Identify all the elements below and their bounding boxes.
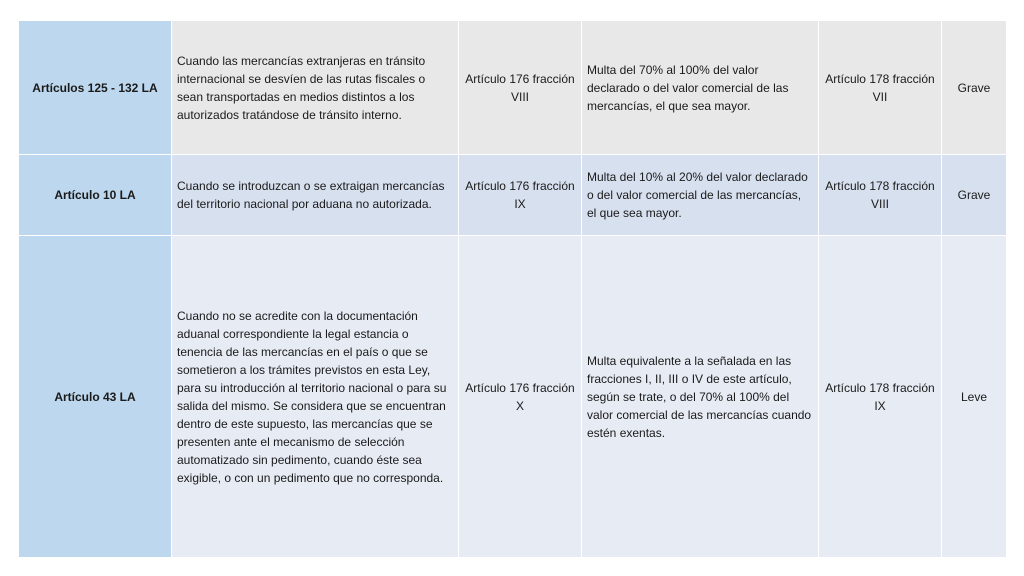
- article-cell: Artículos 125 - 132 LA: [19, 21, 172, 155]
- infraction-cell: Cuando las mercancías extranjeras en tránsito internacional se desvíen de las rutas fiscales o sean transportadas en medios distintos a los autorizados tratándose de tránsito interno.: [172, 21, 459, 155]
- infraction-ref-cell: Artículo 176 fracción X: [459, 236, 582, 558]
- infraction-cell: Cuando no se acredite con la documentación aduanal correspondiente la legal estancia o tenencia de las mercancías en el país o que se sometieron a los trámites previstos en esta Ley, para su introducción al territorio nacional o para su salida del mismo. Se considera que se encuentran dentro de este supuesto, las mercancías que se presenten ante el mecanismo de selección automatizado sin pedimento, cuando éste sea exigible, o con un pedimento que no corresponda.: [172, 236, 459, 558]
- sanction-ref-cell: Artículo 178 fracción IX: [819, 236, 942, 558]
- infractions-table: [18, 20, 1007, 558]
- infraction-ref-cell: Artículo 176 fracción VIII: [459, 21, 582, 155]
- sanction-cell: Multa del 70% al 100% del valor declarado o del valor comercial de las mercancías, el que sea mayor.: [582, 21, 819, 155]
- sanction-ref-cell: Artículo 178 fracción VII: [819, 21, 942, 155]
- severity-cell: Leve: [942, 236, 1007, 558]
- sanction-cell: Multa del 10% al 20% del valor declarado o del valor comercial de las mercancías, el que sea mayor.: [582, 155, 819, 236]
- sanction-ref-cell: Artículo 178 fracción VIII: [819, 155, 942, 236]
- infraction-cell: Cuando se introduzcan o se extraigan mercancías del territorio nacional por aduana no autorizada.: [172, 155, 459, 236]
- table-row: [19, 21, 1007, 155]
- table-row: [19, 155, 1007, 236]
- sanction-cell: Multa equivalente a la señalada en las fracciones I, II, III o IV de este artículo, según se trate, o del 70% al 100% del valor comercial de las mercancías cuando estén exentas.: [582, 236, 819, 558]
- severity-cell: Grave: [942, 155, 1007, 236]
- table-row: [19, 236, 1007, 558]
- severity-cell: Grave: [942, 21, 1007, 155]
- article-cell: Artículo 10 LA: [19, 155, 172, 236]
- infraction-ref-cell: Artículo 176 fracción IX: [459, 155, 582, 236]
- article-cell: Artículo 43 LA: [19, 236, 172, 558]
